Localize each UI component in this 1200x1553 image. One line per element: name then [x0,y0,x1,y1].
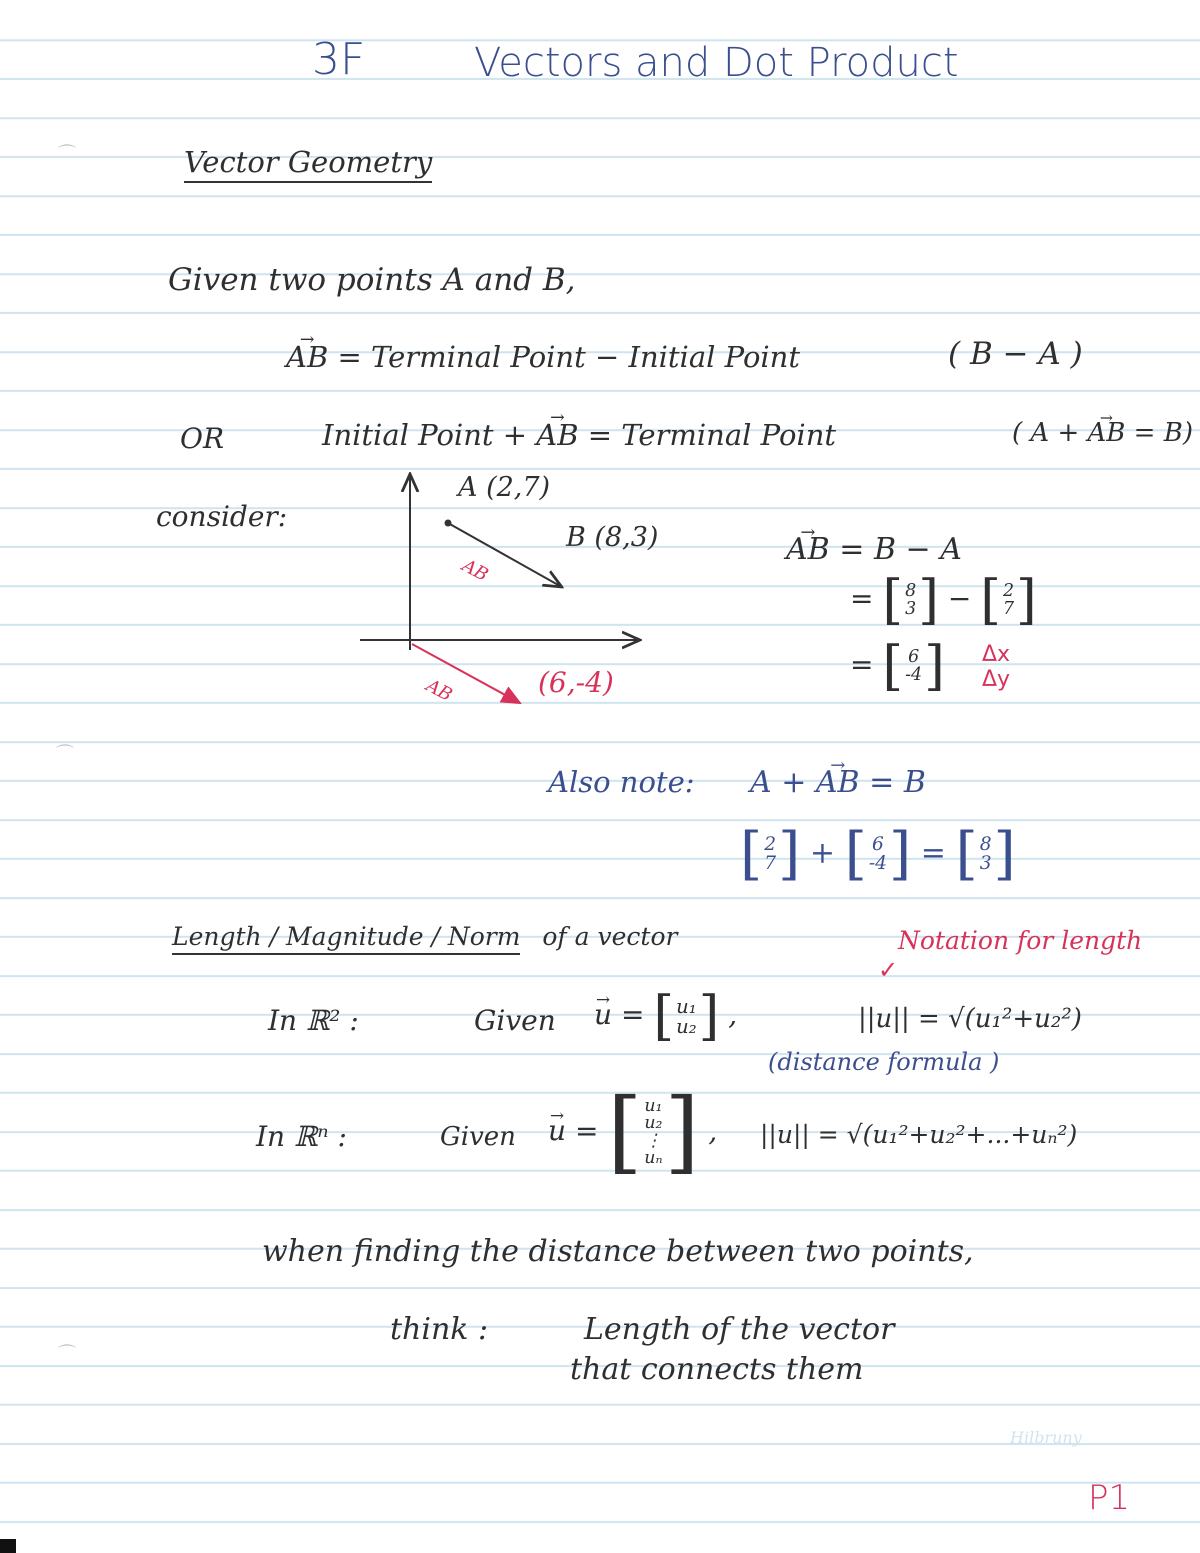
r2-vector-def: → u = [ u₁ u₂ ] , [594,990,737,1043]
vector-ab-label-top: AB [458,555,492,586]
delta-x-label: Δx [982,642,1011,667]
matrix-u-r2: [ u₁ u₂ ] [653,985,720,1047]
also-note-eq [750,765,926,800]
rn-vector-def: → u = [ u₁ u₂ ⋮ uₙ ] , [548,1088,717,1178]
section-heading-length: Length / Magnitude / Norm [172,922,520,955]
also-note-eq-a: A + [750,765,807,800]
calc-line1-rhs: = B − A [839,532,962,567]
matrix-b: [ 8 3 ] [955,821,1016,887]
think-line1: Length of the vector [584,1312,895,1347]
vector-graph [350,468,670,718]
vector-ab: → AB [786,532,830,567]
vector-ab: → AB [1088,418,1126,448]
distance-formula-note: (distance formula ) [768,1048,1000,1076]
consider-label: consider: [156,500,288,533]
eq1-note: ( B − A ) [948,336,1083,372]
scan-mark: ⌒ [58,144,76,165]
eq1-rhs: = Terminal Point − Initial Point [337,340,801,374]
r2-label: In ℝ² : [268,1004,359,1037]
delta-labels [982,642,1010,693]
page-title: Vectors and Dot Product [474,40,959,86]
length-heading-row [172,922,677,951]
point-a-label: A (2,7) [458,472,551,503]
calc-line2: = [ 8 3 ] − [ 2 7 ] [850,569,1037,631]
eq-initial-plus-ab [322,418,836,452]
section-number: 3F [312,34,366,85]
page-number: P1 [1088,1478,1131,1518]
matrix-u-rn: [ u₁ u₂ ⋮ uₙ ] [607,1080,700,1184]
vector-ab: → AB [816,765,860,800]
vector-ab: → AB [286,340,328,374]
eq2-text2: = Terminal Point [587,418,837,452]
rn-label: In ℝⁿ : [256,1120,347,1153]
also-note-label: Also note: [548,765,695,799]
eq2-text1: Initial Point + [322,418,528,452]
matrix-result: [ 6 -4 ] [882,635,945,697]
notation-note: Notation for length [898,926,1143,955]
also-note-matrix-eq: [ 2 7 ] + [ 6 -4 ] = [ 8 3 ] [740,821,1016,887]
section-heading-vector-geometry: Vector Geometry [184,145,432,183]
also-note-eq-b: = B [869,765,926,800]
r2-given: Given [474,1004,556,1037]
eq2-note-suffix: = B) [1133,418,1193,448]
scan-corner [0,1539,16,1553]
rn-norm: ||u|| = √(u₁²+u₂²+...+uₙ²) [760,1120,1078,1149]
r2-norm: ||u|| = √(u₁²+u₂²) [858,1004,1082,1034]
calc-line1 [786,532,962,567]
eq-terminal-minus-initial [286,340,800,374]
vector-u: → u [548,1114,566,1147]
delta-y-label: Δy [982,667,1011,693]
matrix-a: [ 2 7 ] [740,821,801,887]
point-b-label: B (8,3) [566,522,659,553]
or-label: OR [180,422,225,455]
check-mark: ✓ [878,956,899,984]
vector-ab: → AB [536,418,578,452]
distance-tip: when finding the distance between two points, [262,1234,974,1269]
think-label: think : [390,1312,489,1347]
matrix-b: [ 8 3 ] [882,569,939,631]
matrix-ab: [ 6 -4 ] [844,821,912,887]
vector-ab-label-bottom: AB [422,675,456,706]
result-point-label: (6,-4) [538,666,614,699]
vector-u: → u [594,998,612,1031]
rn-given: Given [440,1122,516,1152]
eq2-note-prefix: ( A + [1012,418,1080,448]
watermark-signature: Hilbruny [1010,1428,1082,1447]
scan-mark: ⌒ [56,744,74,765]
matrix-a: [ 2 7 ] [980,569,1037,631]
scan-mark: ⌒ [58,1344,76,1365]
given-two-points: Given two points A and B, [168,262,576,298]
think-line2: that connects them [570,1352,864,1387]
length-heading-tail: of a vector [542,922,678,951]
eq2-note [1012,418,1193,448]
calc-line3: = [ 6 -4 ] [850,635,945,697]
